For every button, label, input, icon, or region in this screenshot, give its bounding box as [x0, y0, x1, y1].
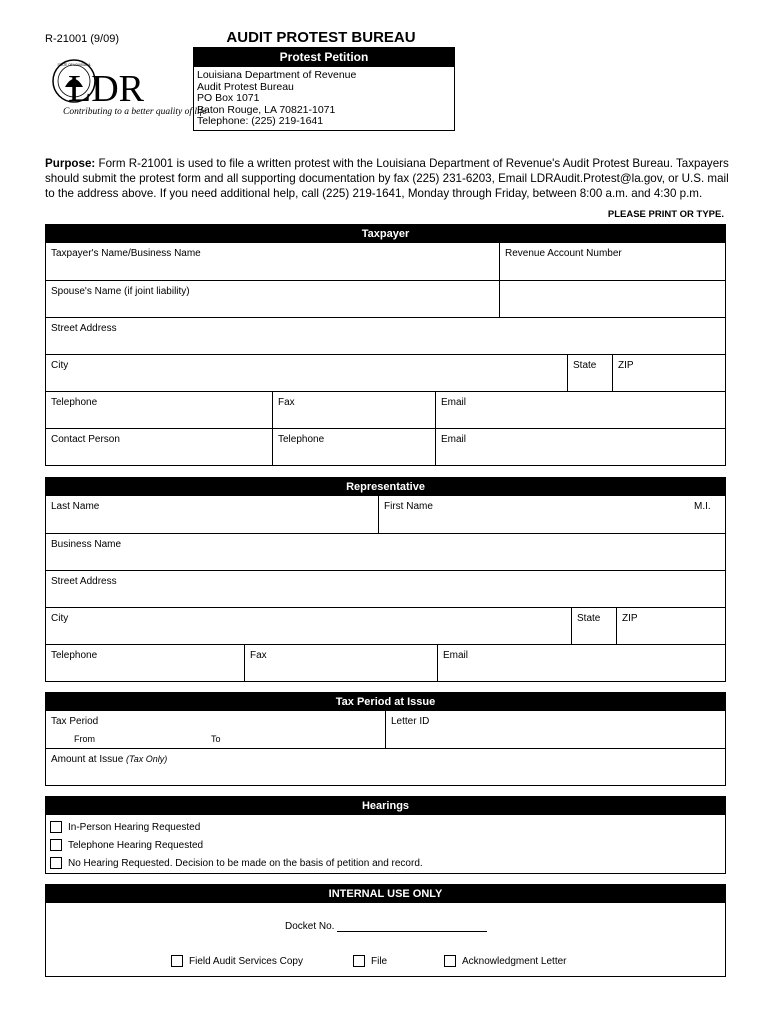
purpose-paragraph [45, 156, 730, 201]
amount-at-issue-field[interactable] [46, 749, 725, 785]
option-label: File [371, 955, 388, 967]
internal-heading: INTERNAL USE ONLY [46, 885, 725, 903]
tax-period-heading: Tax Period at Issue [46, 693, 725, 711]
logo-letters: LDR [68, 68, 144, 110]
tax-period-label: Tax Period [51, 716, 99, 727]
checkbox[interactable] [444, 955, 456, 967]
checkbox[interactable] [50, 857, 62, 869]
purpose-text: Form R-21001 is used to file a written protest with the Louisiana Department of Revenue's Audit Protest Bureau. Taxpayers should submit the protest form and all supporting documentation by fax (225) 231-6203, Email LDRAudit.Protest@la.gov, or U.S. mail to the address above. If you need additional help, call (225) 219-1641, Monday through Friday, between 8:00 a.m. and 4:30 p.m. [45, 157, 729, 200]
rep-city-field[interactable]: City [51, 613, 69, 624]
no-hearing-option[interactable] [50, 857, 423, 869]
taxpayer-fax-field[interactable]: Fax [272, 392, 435, 428]
rep-telephone-field[interactable]: Telephone [51, 650, 98, 661]
revenue-account-field[interactable]: Revenue Account Number [499, 243, 725, 280]
contact-person-field[interactable]: Contact Person [51, 434, 120, 445]
rep-state-field[interactable]: State [571, 608, 616, 644]
taxpayer-section [45, 224, 726, 466]
form-title: Protest Petition [193, 47, 455, 67]
rep-last-name-field[interactable]: Last Name [51, 501, 100, 512]
address-line: Telephone: (225) 219-1641 [197, 115, 324, 128]
rep-zip-field[interactable]: ZIP [616, 608, 725, 644]
option-label: In-Person Hearing Requested [68, 821, 201, 833]
address-line: PO Box 1071 [197, 92, 260, 105]
amount-note: (Tax Only) [126, 754, 168, 764]
taxpayer-name-field[interactable]: Taxpayer's Name/Business Name [51, 248, 201, 259]
letter-id-field[interactable]: Letter ID [385, 711, 725, 748]
contact-email-field[interactable]: Email [435, 429, 725, 465]
hearings-heading: Hearings [46, 797, 725, 815]
rep-mi-field[interactable]: M.I. [694, 501, 711, 512]
taxpayer-state-field[interactable]: State [567, 355, 612, 391]
taxpayer-city-field[interactable]: City [51, 360, 69, 371]
representative-section [45, 477, 726, 682]
purpose-label: Purpose: [45, 157, 96, 170]
rep-business-field[interactable]: Business Name [51, 539, 122, 550]
taxpayer-telephone-field[interactable]: Telephone [51, 397, 98, 408]
docket-line[interactable] [337, 921, 487, 932]
address-line: Audit Protest Bureau [197, 80, 294, 93]
rep-street-field[interactable]: Street Address [51, 576, 117, 587]
rep-fax-field[interactable]: Fax [244, 645, 437, 681]
address-line: Louisiana Department of Revenue [197, 69, 357, 81]
taxpayer-email-field[interactable]: Email [435, 392, 725, 428]
checkbox[interactable] [50, 839, 62, 851]
address-line: Baton Rouge, LA 70821-1071 [197, 103, 336, 116]
amount-label: Amount at Issue [51, 754, 124, 765]
option-label: Field Audit Services Copy [189, 955, 303, 967]
rep-email-field[interactable]: Email [437, 645, 725, 681]
taxpayer-zip-field[interactable]: ZIP [612, 355, 725, 391]
hearings-section [45, 796, 726, 874]
contact-telephone-field[interactable]: Telephone [272, 429, 435, 465]
bureau-address [193, 67, 455, 131]
checkbox[interactable] [171, 955, 183, 967]
taxpayer-heading: Taxpayer [46, 225, 725, 243]
seal-text: STATE OF LOUISIANA [57, 63, 91, 67]
acknowledgment-letter-option[interactable] [444, 955, 567, 967]
docket-label: Docket No. [285, 921, 335, 932]
in-person-hearing-option[interactable] [50, 821, 200, 833]
tagline: Contributing to a better quality of life [63, 107, 207, 117]
representative-heading: Representative [46, 478, 725, 496]
rep-first-name-field[interactable]: First Name [378, 496, 680, 533]
telephone-hearing-option[interactable] [50, 839, 203, 851]
from-label: From [74, 734, 95, 744]
blank-field[interactable] [499, 281, 725, 317]
checkbox[interactable] [50, 821, 62, 833]
to-label: To [211, 734, 221, 744]
print-notice: PLEASE PRINT OR TYPE. [607, 209, 724, 220]
docket-field[interactable] [285, 921, 487, 932]
spouse-name-field[interactable]: Spouse's Name (if joint liability) [51, 286, 190, 297]
bureau-title: AUDIT PROTEST BUREAU [226, 29, 416, 46]
field-audit-copy-option[interactable] [171, 955, 303, 967]
option-label: Telephone Hearing Requested [68, 839, 204, 851]
internal-use-section [45, 884, 726, 977]
tax-period-field[interactable] [46, 711, 385, 748]
file-option[interactable] [353, 955, 387, 967]
tax-period-section [45, 692, 726, 786]
taxpayer-street-field[interactable]: Street Address [51, 323, 117, 334]
checkbox[interactable] [353, 955, 365, 967]
option-label: No Hearing Requested. Decision to be made on the basis of petition and record. [68, 857, 423, 869]
form-code: R-21001 (9/09) [45, 33, 119, 45]
option-label: Acknowledgment Letter [462, 955, 567, 967]
